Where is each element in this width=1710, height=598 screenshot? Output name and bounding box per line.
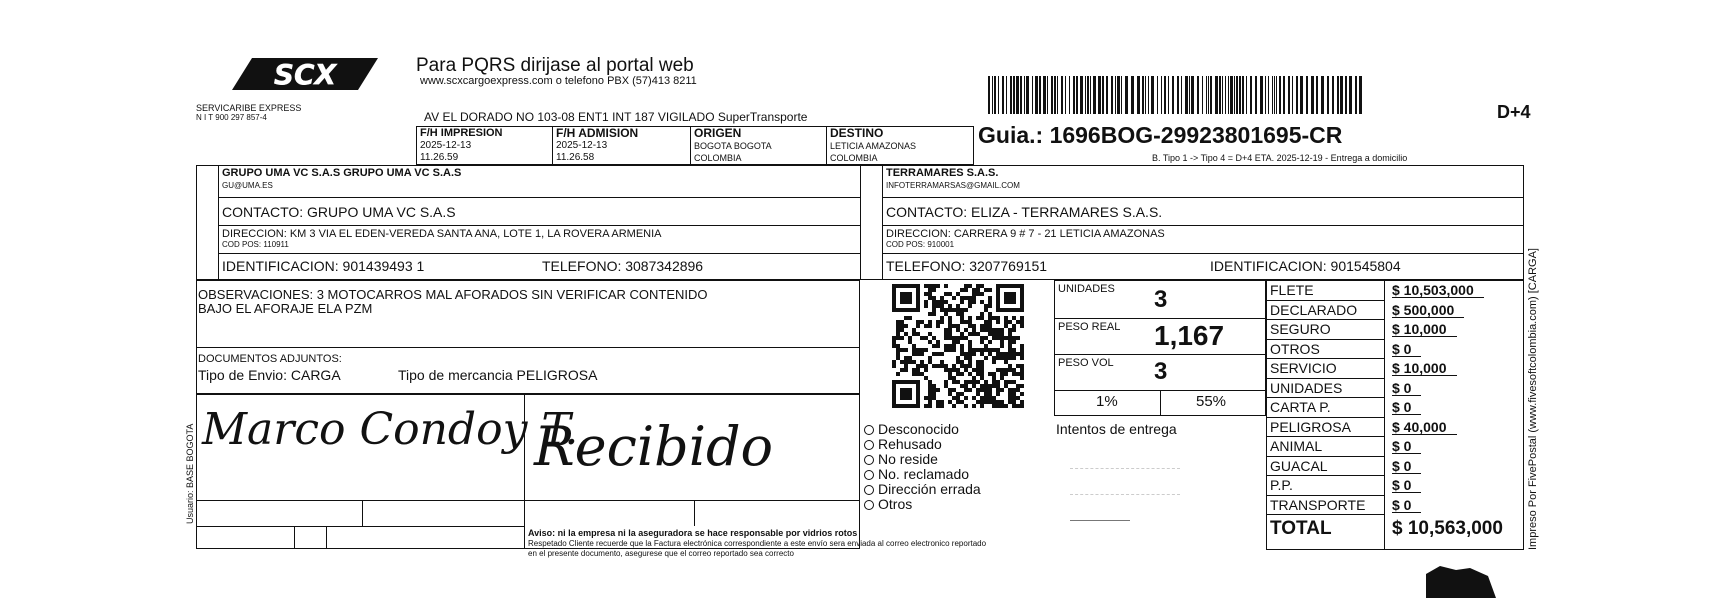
peso-real-value: 1,167	[1154, 320, 1225, 351]
charge-divider	[1266, 436, 1384, 437]
charge-label: PELIGROSA	[1270, 418, 1351, 435]
destino-city: LETICIA AMAZONAS	[830, 141, 917, 151]
unidades-value: 3	[1154, 286, 1168, 313]
sender-address: DIRECCION: KM 3 VIA EL EDEN-VEREDA SANTA ANA, LOTE 1, LA ROVERA ARMENIA	[222, 228, 662, 240]
delivery-option[interactable]	[864, 482, 981, 496]
charge-label: SEGURO	[1270, 321, 1331, 337]
observations-line2: BAJO EL AFORAJE ELA PZM	[198, 301, 373, 316]
charge-value: $ 500,000	[1392, 303, 1464, 318]
charge-value: $ 0	[1392, 478, 1421, 493]
charge-divider	[1266, 339, 1384, 340]
company-logo	[230, 56, 380, 92]
delivery-option-label: Otros	[878, 496, 913, 512]
admision-date: 2025-12-13	[556, 140, 608, 151]
charge-value: $ 0	[1392, 342, 1421, 357]
radio-icon[interactable]	[864, 440, 874, 450]
sender-name: GRUPO UMA VC S.A.S GRUPO UMA VC S.A.S	[222, 167, 462, 179]
peso-vol-label: PESO VOL	[1058, 357, 1114, 369]
delivery-option[interactable]	[864, 497, 912, 511]
charge-label: TRANSPORTE	[1270, 496, 1366, 513]
documents-envio: Tipo de Envio: CARGA	[198, 367, 341, 383]
sender-postal: COD POS: 110911	[222, 240, 289, 249]
charge-value: $ 0	[1392, 381, 1421, 396]
impresion-date: 2025-12-13	[420, 140, 472, 151]
company-address: AV EL DORADO NO 103-08 ENT1 INT 187 VIGILADO SuperTransporte	[424, 110, 808, 124]
charge-label: OTROS	[1270, 340, 1320, 357]
sender-email: GU@UMA.ES	[222, 181, 273, 190]
unidades-label: UNIDADES	[1058, 283, 1115, 295]
charge-label: P.P.	[1270, 477, 1293, 493]
recipient-id: IDENTIFICACION: 901545804	[1210, 258, 1401, 274]
delivery-option[interactable]	[864, 422, 959, 436]
charge-value: $ 10,000	[1392, 322, 1457, 337]
origen-country: COLOMBIA	[694, 153, 742, 163]
charge-label: ANIMAL	[1270, 438, 1323, 454]
charge-divider	[1266, 417, 1384, 418]
charge-label: FLETE	[1270, 282, 1314, 298]
charge-value: $ 0	[1392, 459, 1421, 474]
user-label: Usuario: BASE BOGOTA	[185, 423, 195, 524]
charge-label: SERVICIO	[1270, 360, 1337, 376]
admision-label: F/H ADMISION	[556, 126, 639, 140]
charge-divider	[1266, 495, 1384, 496]
observations-line1: OBSERVACIONES: 3 MOTOCARROS MAL AFORADOS SIN VERIFICAR CONTENIDO	[198, 287, 708, 302]
sender-signature: Marco Condoy T.	[202, 404, 579, 455]
radio-icon[interactable]	[864, 425, 874, 435]
destino-label: DESTINO	[830, 126, 884, 140]
footer-line3: en el presente documento, asegurese que el correo reportado sea correcto	[528, 549, 794, 558]
intentos-label: Intentos de entrega	[1056, 421, 1177, 437]
charge-divider	[1266, 378, 1384, 379]
impresion-label: F/H IMPRESION	[420, 127, 503, 139]
delivery-option[interactable]	[864, 452, 938, 466]
guide-tipo-line: B. Tipo 1 -> Tipo 4 = D+4 ETA. 2025-12-19 - Entrega a domicilio	[1152, 153, 1408, 163]
charge-value: $ 10,503,000	[1392, 283, 1484, 298]
footer-line2: Respetado Cliente recuerde que la Factura electrónica correspondiente a este envío sera enviada al correo electronico reportado	[528, 539, 987, 548]
charge-value: $ 0	[1392, 498, 1421, 513]
radio-icon[interactable]	[864, 500, 874, 510]
recipient-address: DIRECCION: CARRERA 9 # 7 - 21 LETICIA AMAZONAS	[886, 228, 1165, 240]
pct-2: 55%	[1196, 393, 1227, 410]
delivery-option[interactable]	[864, 437, 942, 451]
charge-value: $ 10,000	[1392, 361, 1457, 376]
receiver-signature: Recibido	[534, 415, 774, 478]
guide-barcode	[988, 76, 1368, 114]
charge-value: $ 0	[1392, 439, 1421, 454]
peso-vol-value: 3	[1154, 358, 1168, 385]
admision-time: 11.26.58	[556, 152, 595, 163]
total-label: TOTAL	[1270, 518, 1332, 539]
charge-label: GUACAL	[1270, 457, 1328, 474]
destino-country: COLOMBIA	[830, 153, 878, 163]
charge-divider	[1266, 319, 1384, 320]
delivery-option-label: No. reclamado	[878, 466, 970, 482]
service-type: D+4	[1497, 102, 1531, 122]
footer-line1: Aviso: ni la empresa ni la aseguradora se hace responsable por vidrios rotos	[528, 528, 858, 538]
documents-mercancia: Tipo de mercancia PELIGROSA	[398, 367, 598, 383]
delivery-option-label: No reside	[878, 451, 938, 467]
radio-icon[interactable]	[864, 470, 874, 480]
recipient-postal: COD POS: 910001	[886, 240, 955, 249]
charge-divider	[1266, 514, 1384, 515]
recipient-email: INFOTERRAMARSAS@GMAIL.COM	[886, 181, 1020, 190]
charge-divider	[1266, 358, 1384, 359]
sender-phone: TELEFONO: 3087342896	[542, 258, 704, 274]
charge-label: DECLARADO	[1270, 301, 1358, 318]
company-nit: N I T 900 297 857-4	[196, 113, 267, 122]
delivery-option-label: Rehusado	[878, 436, 942, 452]
charge-divider	[1266, 456, 1384, 457]
charge-divider	[1266, 397, 1384, 398]
charge-label: UNIDADES	[1270, 379, 1343, 396]
delivery-option-label: Dirección errada	[878, 481, 981, 497]
qr-code	[892, 284, 1024, 408]
charge-value: $ 40,000	[1392, 420, 1457, 435]
pqrs-contact: www.scxcargoexpress.com o telefono PBX (57)413 8211	[420, 75, 697, 87]
origen-label: ORIGEN	[694, 126, 742, 140]
charge-divider	[1266, 475, 1384, 476]
recipient-name: TERRAMARES S.A.S.	[886, 167, 999, 179]
pct-1: 1%	[1096, 393, 1118, 410]
recipient-phone: TELEFONO: 3207769151	[886, 258, 1048, 274]
logo-text: SCX	[273, 58, 337, 91]
sender-contact: CONTACTO: GRUPO UMA VC S.A.S	[222, 204, 456, 220]
impresion-time: 11.26.59	[420, 152, 459, 163]
charge-label: CARTA P.	[1270, 399, 1331, 415]
company-name: SERVICARIBE EXPRESS	[196, 103, 302, 113]
radio-icon[interactable]	[864, 485, 874, 495]
recipient-contact: CONTACTO: ELIZA - TERRAMARES S.A.S.	[886, 204, 1163, 220]
origen-city: BOGOTA BOGOTA	[694, 141, 772, 151]
pqrs-title: Para PQRS dirijase al portal web	[416, 55, 694, 76]
scan-mark	[1426, 564, 1496, 598]
side-printed-by: Impreso Por FivePostal (www.fivesoftcolombia.com) [CARGA]	[1527, 248, 1539, 550]
delivery-option[interactable]	[864, 467, 969, 481]
delivery-option-label: Desconocido	[878, 421, 959, 437]
peso-real-label: PESO REAL	[1058, 321, 1121, 333]
sender-id: IDENTIFICACION: 901439493 1	[222, 258, 425, 274]
charge-divider	[1266, 300, 1384, 301]
documents-label: DOCUMENTOS ADJUNTOS:	[198, 353, 342, 365]
charge-value: $ 0	[1392, 400, 1421, 415]
total-value: $ 10,563,000	[1392, 518, 1503, 539]
guide-number: Guia.: 1696BOG-29923801695-CR	[978, 122, 1343, 148]
radio-icon[interactable]	[864, 455, 874, 465]
